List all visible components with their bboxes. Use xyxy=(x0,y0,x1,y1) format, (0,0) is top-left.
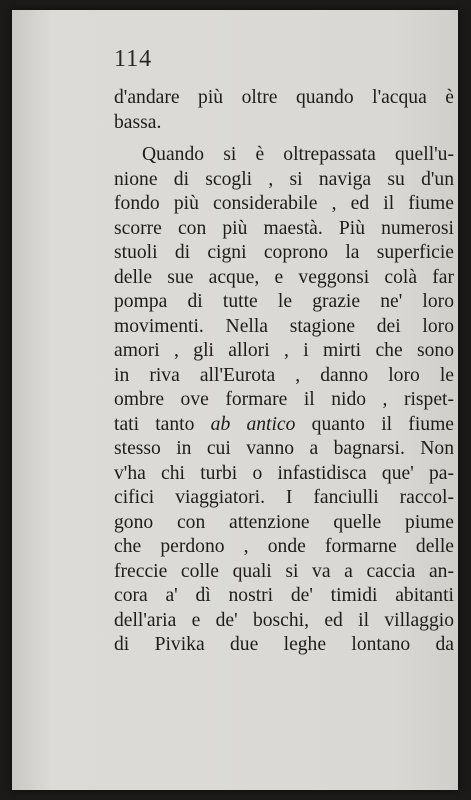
text-line: ombre ove formare il nido , rispet- xyxy=(114,389,454,410)
text-line: cifici viaggiatori. I fanciulli raccol- xyxy=(114,487,454,508)
text-line: stuoli di cigni coprono la superficie xyxy=(114,242,454,263)
page-number: 114 xyxy=(114,46,153,72)
text-line: Quando si è oltrepassata quell'u- xyxy=(142,144,454,165)
text-line: freccie colle quali si va a caccia an- xyxy=(114,560,454,582)
text-run: quanto il fiume xyxy=(311,413,455,435)
text-line: pompa di tutte le grazie ne' loro xyxy=(114,291,454,312)
text-line: in riva all'Eurota , danno loro le xyxy=(114,364,454,386)
text-line: amori , gli allori , i mirti che sono xyxy=(114,340,454,361)
text-line: delle sue acque, e veggonsi colà far xyxy=(114,266,454,288)
text-line: nione di scogli , si naviga su d'un xyxy=(114,168,454,190)
text-line-mixed xyxy=(114,413,454,438)
text-line: di Pivika due leghe lontano da xyxy=(114,634,454,655)
text-line: d'andare più oltre quando l'acqua è xyxy=(114,87,454,108)
italic-phrase: ab antico xyxy=(210,413,296,435)
text-line: gono con attenzione quelle piume xyxy=(114,511,454,533)
text-line: movimenti. Nella stagione dei loro xyxy=(114,315,454,337)
text-line: cora a' dì nostri de' timidi abitanti xyxy=(114,585,454,606)
text-line: che perdono , onde formarne delle xyxy=(114,536,454,557)
body-text xyxy=(114,86,454,658)
text-line: fondo più considerabile , ed il fiume xyxy=(114,193,454,214)
text-line: bassa. xyxy=(114,111,162,133)
text-line: stesso in cui vanno a bagnarsi. Non xyxy=(114,438,454,459)
book-page xyxy=(12,10,458,790)
text-line: v'ha chi turbi o infastidisca que' pa- xyxy=(114,462,454,484)
text-line: scorre con più maestà. Più numerosi xyxy=(114,217,454,239)
text-run: tati tanto xyxy=(114,413,195,435)
text-line: dell'aria e de' boschi, ed il villaggio xyxy=(114,609,454,631)
